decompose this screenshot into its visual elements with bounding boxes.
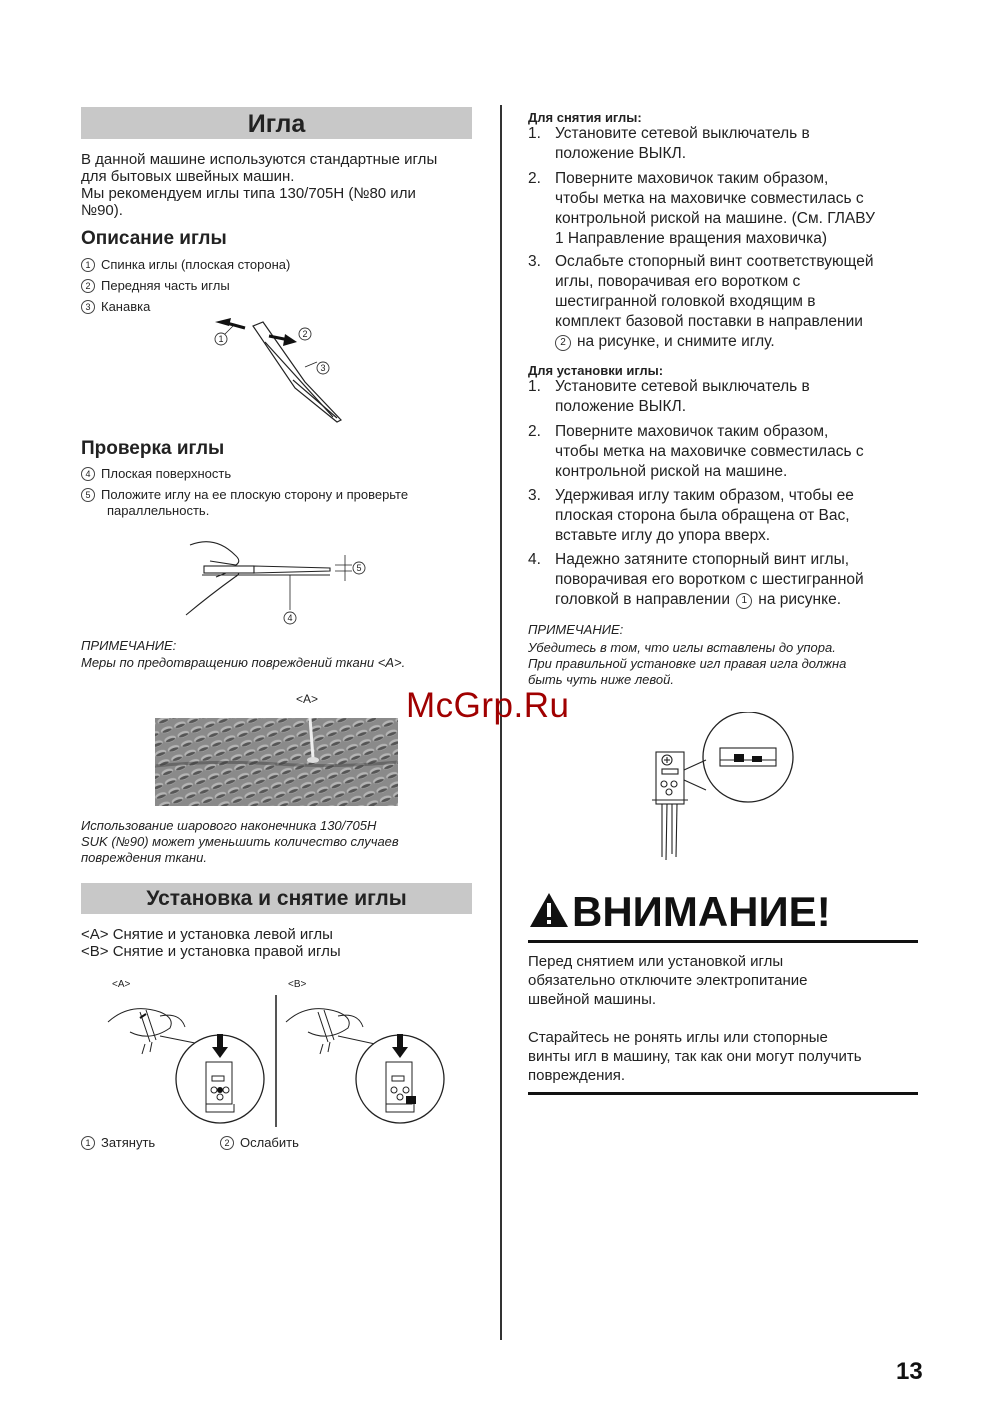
- ball-point-text: [81, 818, 481, 866]
- legend-tighten: [81, 1135, 155, 1151]
- step-num: 3.: [528, 487, 541, 504]
- warning-top-rule: [528, 940, 918, 943]
- step-line: контрольной риской на машине. (См. ГЛАВУ: [555, 210, 875, 227]
- step-line-text: на рисунке, и снимите иглу.: [577, 333, 775, 350]
- needle-alignment-figure: [640, 712, 810, 872]
- legend-text: Затянуть: [101, 1135, 156, 1150]
- install-step-1: [528, 377, 928, 417]
- circle-number: 1: [736, 593, 752, 609]
- step-num: 2.: [528, 170, 541, 187]
- step-line: комплект базовой поставки в направлении: [555, 313, 863, 330]
- warning-line: швейной машины.: [528, 991, 657, 1008]
- desc-item-1: [81, 257, 290, 273]
- circle-number: 1: [81, 258, 95, 272]
- step-line: шестигранной головкой входящим в: [555, 293, 816, 310]
- warning-para-1: [528, 952, 928, 1009]
- step-num: 1.: [528, 378, 541, 395]
- install-lines: [81, 926, 481, 960]
- warning-para-2: [528, 1028, 928, 1085]
- circle-number: 2: [81, 279, 95, 293]
- step-line: Установите сетевой выключатель в: [555, 378, 810, 395]
- desc-heading: Описание иглы: [81, 228, 227, 249]
- step-line: вставьте иглу до упора вверх.: [555, 527, 771, 544]
- step-line: [555, 590, 928, 610]
- intro-text: [81, 151, 481, 219]
- step-num: 4.: [528, 551, 541, 568]
- intro-line: №90).: [81, 202, 123, 219]
- step-num: 2.: [528, 423, 541, 440]
- legend-loosen: [220, 1135, 299, 1151]
- check-item-4: [81, 466, 231, 482]
- step-line: 1 Направление вращения маховичка): [555, 230, 827, 247]
- section-title-install: Установка и снятие иглы: [81, 883, 472, 914]
- step-line: Установите сетевой выключатель в: [555, 125, 810, 142]
- step-line-text: головкой в направлении: [555, 591, 730, 608]
- install-line: <A> Снятие и установка левой иглы: [81, 926, 333, 943]
- warning-icon: [528, 891, 570, 929]
- intro-line: Мы рекомендуем иглы типа 130/705H (№80 или: [81, 185, 416, 202]
- step-line: Удерживая иглу таким образом, чтобы ее: [555, 487, 854, 504]
- intro-line: для бытовых швейных машин.: [81, 168, 295, 185]
- warning-line: Старайтесь не ронять иглы или стопорные: [528, 1029, 828, 1046]
- circle-number: 3: [81, 300, 95, 314]
- step-line: плоская сторона была обращена от Вас,: [555, 507, 850, 524]
- note-text: Меры по предотвращению повреждений ткани <A>.: [81, 655, 406, 670]
- step-line: иглы, поворачивая его воротком с: [555, 273, 801, 290]
- remove-step-2: [528, 169, 928, 249]
- install-heading: Для установки иглы:: [528, 363, 664, 378]
- warning-line: Перед снятием или установкой иглы: [528, 953, 784, 970]
- fig-num-1: 1: [218, 334, 224, 344]
- remove-step-1: [528, 124, 928, 164]
- check-item-text: Плоская поверхность: [101, 466, 232, 481]
- warning-line: повреждения.: [528, 1067, 626, 1084]
- step-line: поворачивая его воротком с шестигранной: [555, 571, 864, 588]
- ball-line: SUK (№90) может уменьшить количество случаев: [81, 834, 399, 849]
- right-note-text: [528, 640, 928, 688]
- install-step-3: [528, 486, 928, 546]
- desc-item-text: Передняя часть иглы: [101, 278, 230, 293]
- needle-description-figure: [205, 312, 355, 427]
- warning-title-text: ВНИМАНИЕ!: [572, 888, 831, 935]
- needle-check-figure: [180, 525, 370, 630]
- section-title-needle: Игла: [81, 107, 472, 139]
- note-line: быть чуть ниже левой.: [528, 672, 674, 687]
- step-line: Надежно затяните стопорный винт иглы,: [555, 551, 850, 568]
- remove-heading: Для снятия иглы:: [528, 110, 642, 125]
- note-label: ПРИМЕЧАНИЕ:: [81, 638, 177, 653]
- fig-num-4: 4: [287, 613, 293, 623]
- fabric-label: <A>: [296, 692, 319, 706]
- fig-num-3: 3: [320, 363, 326, 373]
- note-line: Убедитесь в том, что иглы вставлены до упора.: [528, 640, 836, 655]
- page-number: 13: [896, 1358, 923, 1385]
- step-line: чтобы метка на маховичке совместилась с: [555, 443, 864, 460]
- desc-item-text: Канавка: [101, 299, 151, 314]
- circle-number: 5: [81, 488, 95, 502]
- install-step-4: [528, 550, 928, 610]
- step-line-text: на рисунке.: [758, 591, 842, 608]
- step-line: Поверните маховичок таким образом,: [555, 170, 829, 187]
- install-figure-a: [100, 992, 272, 1127]
- figure-divider: [275, 995, 277, 1127]
- step-line: Ослабьте стопорный винт соответствующей: [555, 253, 874, 270]
- circle-number: 2: [220, 1136, 234, 1150]
- ball-line: повреждения ткани.: [81, 850, 207, 865]
- install-line: <B> Снятие и установка правой иглы: [81, 943, 341, 960]
- right-note-label: ПРИМЕЧАНИЕ:: [528, 622, 624, 637]
- step-line: Поверните маховичок таким образом,: [555, 423, 829, 440]
- desc-item-3: [81, 299, 150, 315]
- fig-b-label: <B>: [288, 979, 307, 990]
- legend-text: Ослабить: [240, 1135, 299, 1150]
- step-num: 1.: [528, 125, 541, 142]
- warning-title: [528, 888, 831, 936]
- step-line: [555, 332, 928, 352]
- step-line: положение ВЫКЛ.: [555, 145, 687, 162]
- fig-num-2: 2: [302, 329, 308, 339]
- check-item-text: Положите иглу на ее плоскую сторону и проверьте: [101, 487, 409, 502]
- check-item-text-cont: параллельность.: [107, 503, 210, 518]
- ball-line: Использование шарового наконечника 130/705H: [81, 818, 377, 833]
- desc-item-2: [81, 278, 230, 294]
- fig-num-5: 5: [356, 563, 362, 573]
- step-num: 3.: [528, 253, 541, 270]
- warning-line: винты игл в машину, так как они могут получить: [528, 1048, 862, 1065]
- check-item-5: [81, 487, 481, 519]
- warning-line: обязательно отключите электропитание: [528, 972, 808, 989]
- remove-step-3: [528, 252, 928, 352]
- step-line: контрольной риской на машине.: [555, 463, 788, 480]
- circle-number: 1: [81, 1136, 95, 1150]
- watermark: McGrp.Ru: [406, 686, 570, 725]
- circle-number: 4: [81, 467, 95, 481]
- warning-bottom-rule: [528, 1092, 918, 1095]
- note-line: При правильной установке игл правая игла должна: [528, 656, 847, 671]
- intro-line: В данной машине используются стандартные иглы: [81, 151, 438, 168]
- fig-a-label: <A>: [112, 979, 131, 990]
- step-line: положение ВЫКЛ.: [555, 398, 687, 415]
- circle-number: 2: [555, 335, 571, 351]
- install-step-2: [528, 422, 928, 482]
- fabric-photo: [155, 718, 398, 806]
- desc-item-text: Спинка иглы (плоская сторона): [101, 257, 291, 272]
- install-figure-b: [282, 992, 472, 1127]
- check-heading: Проверка иглы: [81, 438, 225, 459]
- step-line: чтобы метка на маховичке совместилась с: [555, 190, 864, 207]
